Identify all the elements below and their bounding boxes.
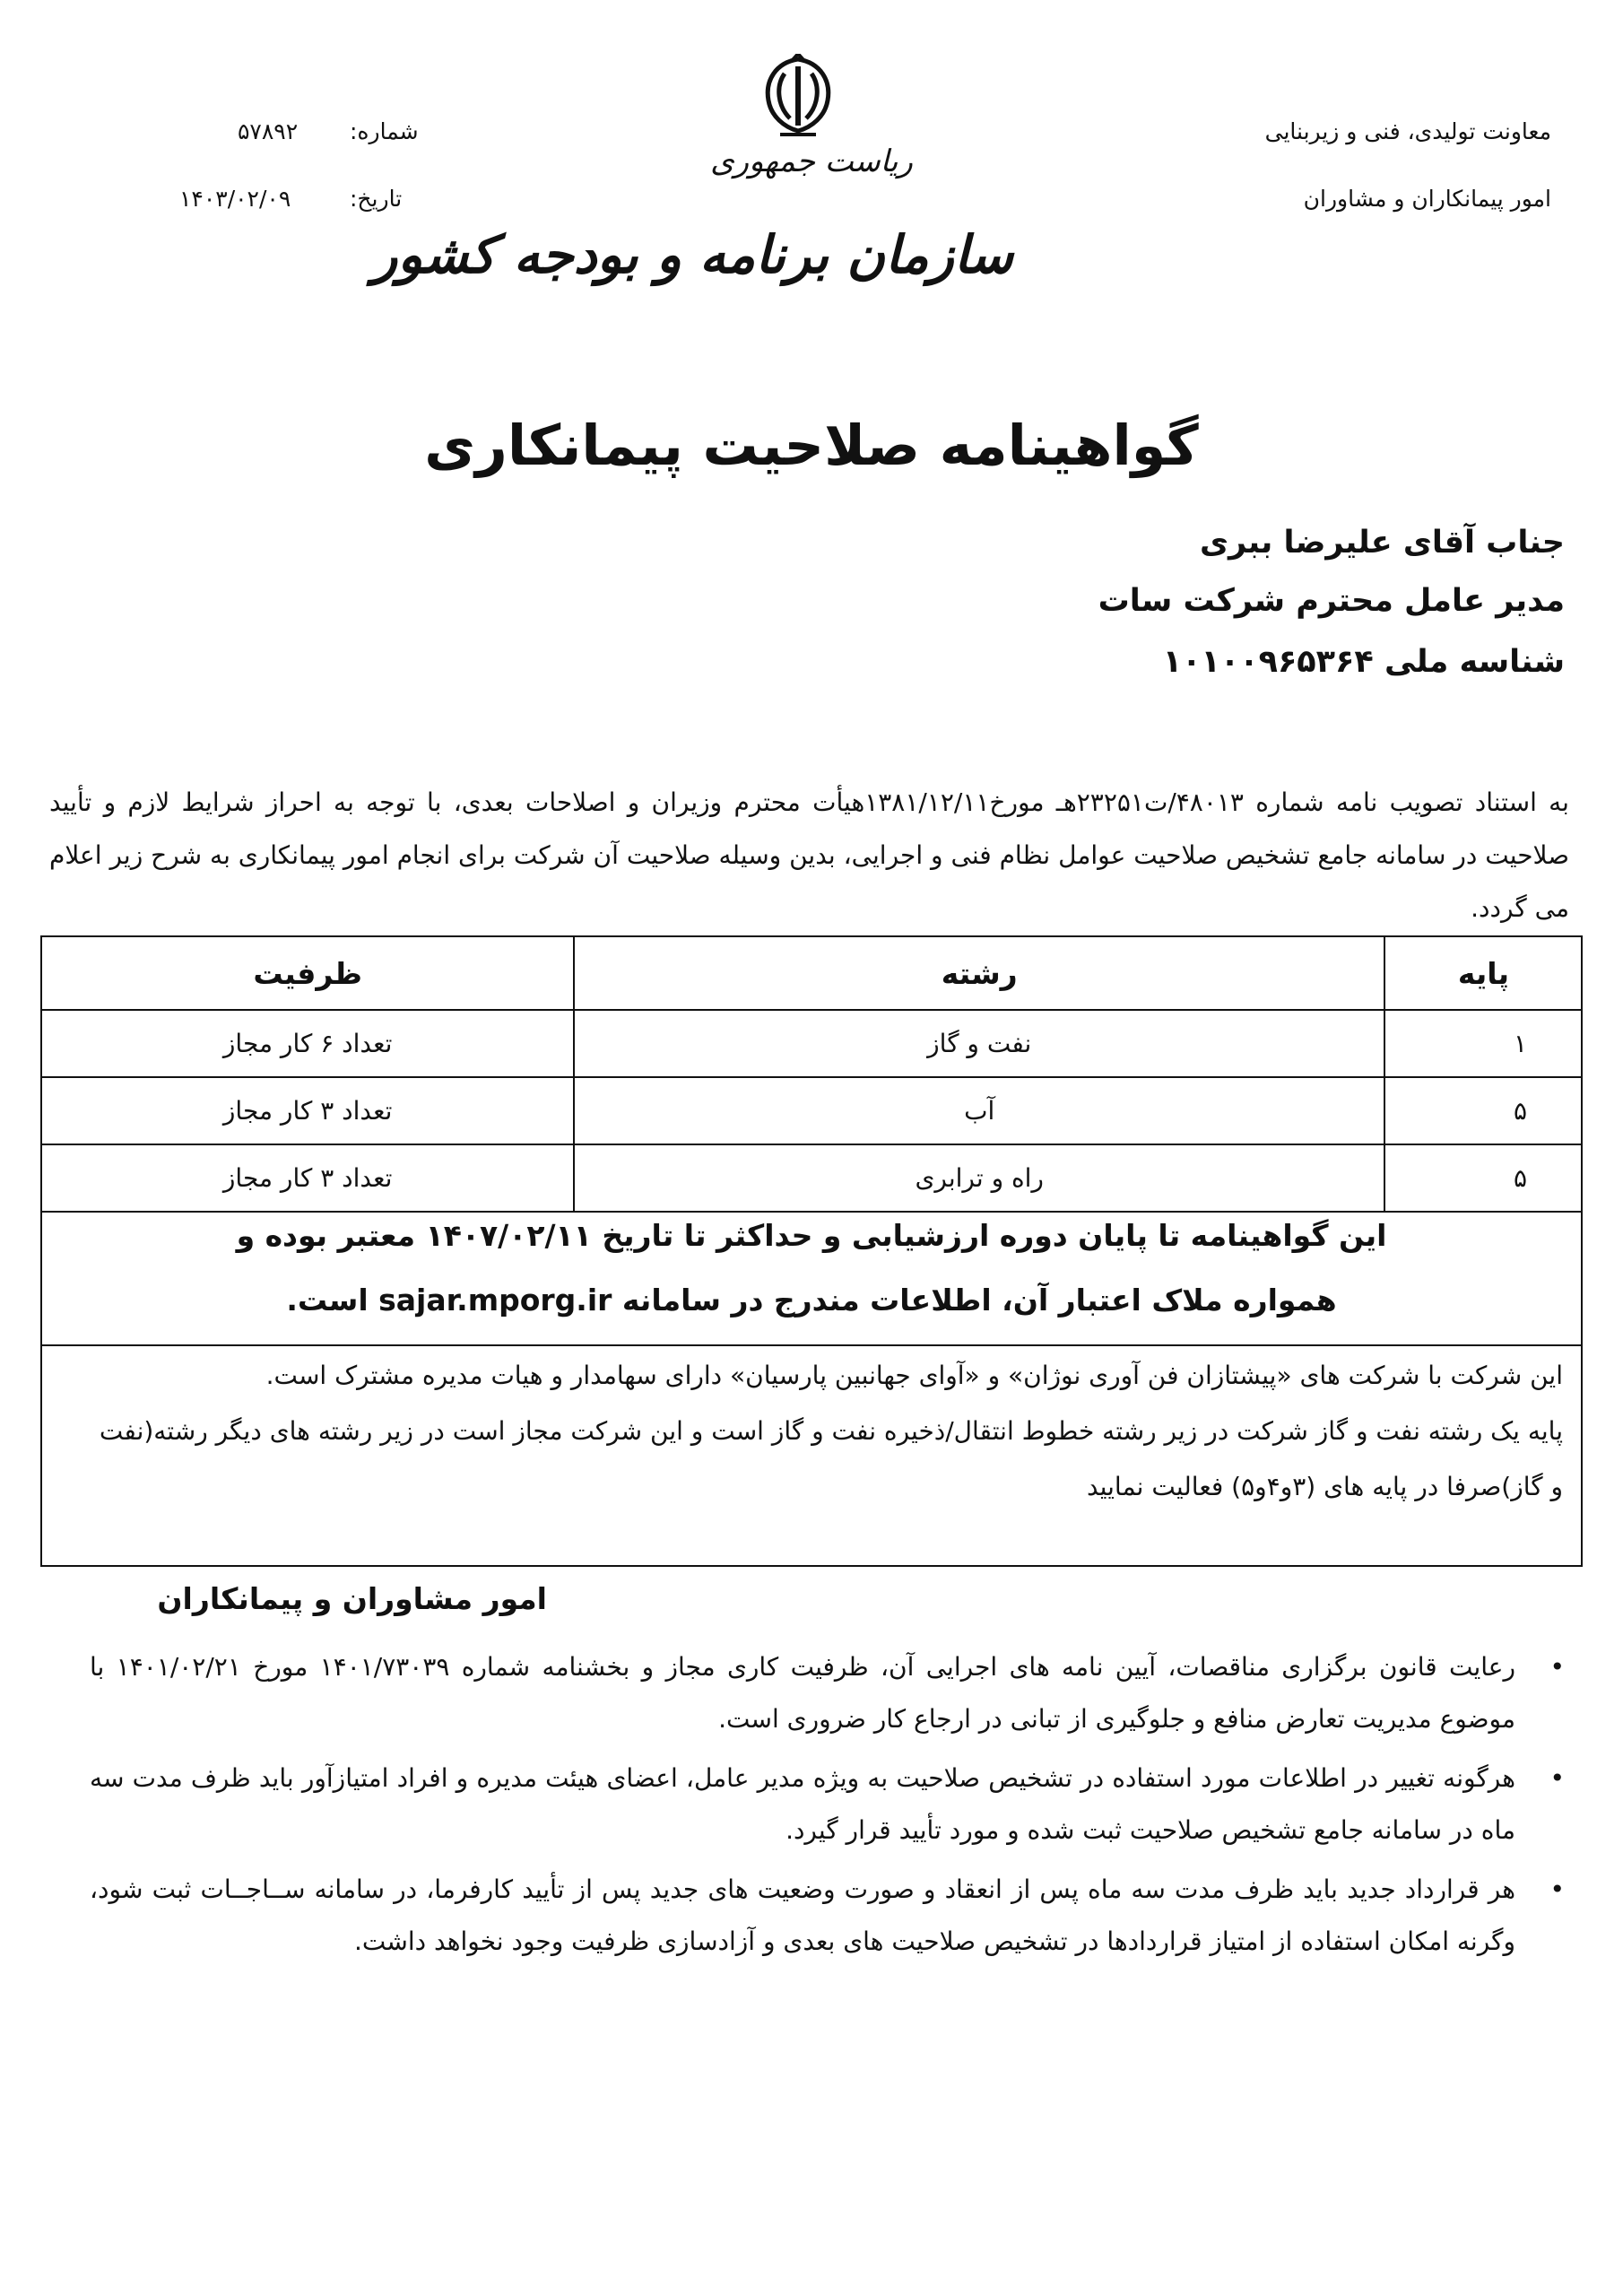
- qualification-table: [40, 935, 1583, 1213]
- organization-name: سازمان برنامه و بودجه کشور: [372, 224, 1013, 285]
- note-line-1: این شرکت با شرکت های «پیشتازان فن آوری نوژان» و «آوای جهانبین پارسیان» دارای سهامدار و هیات مدیره مشترک است.: [265, 1361, 1563, 1390]
- office-line: امور پیمانکاران و مشاوران: [1303, 186, 1551, 212]
- bullet-icon: •: [1549, 1874, 1565, 1904]
- list-item: [90, 1641, 1565, 1745]
- cell-field: نفت و گاز: [574, 1010, 1384, 1077]
- cell-capacity: تعداد ۶ کار مجاز: [41, 1010, 574, 1077]
- validity-line-2: همواره ملاک اعتبار آن، اطلاعات مندرج در سامانه sajar.mporg.ir است.: [286, 1283, 1337, 1318]
- department-line: معاونت تولیدی، فنی و زیربنایی: [1264, 118, 1551, 144]
- intro-paragraph: به استناد تصویب نامه شماره ۴۸۰۱۳/ت۲۳۲۵۱هـ مورخ۱۳۸۱/۱۲/۱۱هیأت محترم وزیران و اصلاحات بعدی، با توجه به احراز شرایط لازم و تأیید صلاحیت در سامانه جامع تشخیص صلاحیت عوامل نظام فنی و اجرایی، بدین وسیله صلاحیت آن شرکت برای انجام امور پیمانکاری به شرح زیر اعلام می گردد.: [49, 787, 1569, 923]
- bullet-icon: •: [1549, 1763, 1565, 1793]
- requirement-text: هرگونه تغییر در اطلاعات مورد استفاده در تشخیص صلاحیت به ویژه مدیر عامل، اعضای هیئت مدیره و افراد امتیازآور باید ظرف مدت سه ماه در سامانه جامع تشخیص صلاحیت ثبت شده و مورد تأیید قرار گیرد.: [90, 1763, 1515, 1845]
- national-id: شناسه ملی ۱۰۱۰۰۹۶۵۳۶۴: [1162, 644, 1565, 680]
- note-line-2: پایه یک رشته نفت و گاز شرکت در زیر رشته خطوط انتقال/ذخیره نفت و گاز است و این شرکت مجاز است در زیر رشته های دیگر رشته(نفت: [99, 1416, 1563, 1446]
- number-value: ۵۷۸۹۲: [238, 118, 299, 144]
- note-line-3: و گاز)صرفا در پایه های (۳و۴و۵) فعالیت نمایید: [1086, 1472, 1563, 1501]
- date-value: ۱۴۰۳/۰۲/۰۹: [179, 186, 291, 212]
- list-item: [90, 1752, 1565, 1857]
- cell-field: آب: [574, 1077, 1384, 1144]
- header-base: پایه: [1384, 936, 1582, 1010]
- iran-emblem-icon: [749, 54, 847, 144]
- section-title: امور مشاوران و پیمانکاران: [157, 1581, 547, 1616]
- validity-box: [40, 1200, 1583, 1346]
- addressee-name: جناب آقای علیرضا ببری: [1199, 525, 1565, 561]
- table-row: [41, 1077, 1582, 1144]
- cell-capacity: تعداد ۳ کار مجاز: [41, 1144, 574, 1212]
- bullet-icon: •: [1549, 1652, 1565, 1682]
- cell-base: ۵: [1384, 1144, 1582, 1212]
- header-field: رشته: [574, 936, 1384, 1010]
- validity-line-1: این گواهینامه تا پایان دوره ارزشیابی و حداکثر تا تاریخ ۱۴۰۷/۰۲/۱۱ معتبر بوده و: [236, 1218, 1387, 1253]
- requirements-list: [90, 1641, 1565, 1975]
- cell-capacity: تعداد ۳ کار مجاز: [41, 1077, 574, 1144]
- list-item: [90, 1864, 1565, 1968]
- presidency-label: ریاست جمهوری: [710, 144, 913, 179]
- notes-box: [40, 1344, 1583, 1567]
- date-label: تاریخ:: [350, 186, 403, 212]
- cell-base: ۱: [1384, 1010, 1582, 1077]
- table-header-row: [41, 936, 1582, 1010]
- header-capacity: ظرفیت: [41, 936, 574, 1010]
- table-row: [41, 1010, 1582, 1077]
- addressee-role: مدیر عامل محترم شرکت سات: [1098, 583, 1565, 619]
- requirement-text: رعایت قانون برگزاری مناقصات، آیین نامه های اجرایی آن، ظرفیت کاری مجاز و بخشنامه شماره ۱۴۰۱/۷۳۰۳۹ مورخ ۱۴۰۱/۰۲/۲۱ با موضوع مدیریت تعارض منافع و جلوگیری از تبانی در ارجاع کار ضروری است.: [90, 1652, 1516, 1734]
- requirement-text: هر قرارداد جدید باید ظرف مدت سه ماه پس از انعقاد و صورت وضعیت های جدید پس از تأیید کارفرما، در سامانه ســاجــات ثبت شود، وگرنه امکان استفاده از امتیاز قراردادها در تشخیص صلاحیت های بعدی و آزادسازی ظرفیت وجود نخواهد داشت.: [90, 1874, 1515, 1956]
- cell-field: راه و ترابری: [574, 1144, 1384, 1212]
- page-title: گواهینامه صلاحیت پیمانکاری: [424, 413, 1199, 478]
- cell-base: ۵: [1384, 1077, 1582, 1144]
- number-label: شماره:: [350, 118, 419, 144]
